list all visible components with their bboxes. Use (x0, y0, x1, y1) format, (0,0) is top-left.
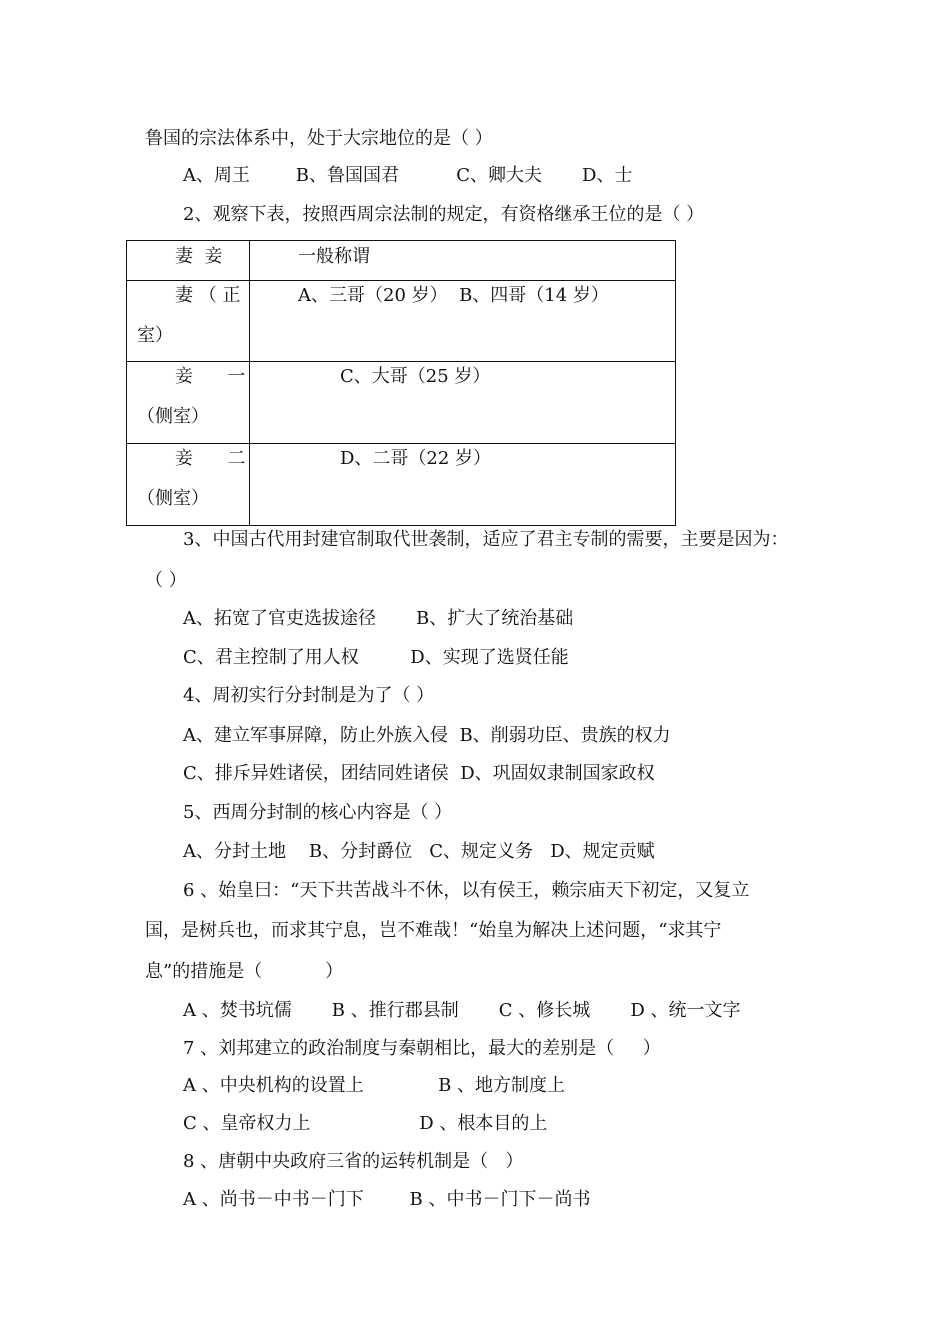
line-13: 6 、始皇曰：“天下共苦战斗不休，以有侯王，赖宗庙天下初定，又复立 (183, 880, 750, 901)
line-10: C、排斥异姓诸侯，团结同姓诸侯 D、巩固奴隶制国家政权 (183, 763, 655, 784)
line-14: 国，是树兵也，而求其宁息，岂不难哉！“始皇为解决上述问题，“求其宁 (145, 920, 722, 941)
line-1: 鲁国的宗法体系中，处于大宗地位的是（ ） (145, 128, 493, 149)
line-16: A 、焚书坑儒 B 、推行郡县制 C 、修长城 D 、统一文字 (183, 1000, 741, 1021)
line-18: A 、中央机构的设置上 B 、地方制度上 (183, 1075, 566, 1096)
table-header-cell: 一般称谓 (250, 241, 676, 281)
line-17: 7 、刘邦建立的政治制度与秦朝相比，最大的差别是（ ） (183, 1038, 661, 1059)
table-row-value: A、三哥（20 岁） B、四哥（14 岁） (250, 281, 676, 362)
table-row-value: D、二哥（22 岁） (250, 444, 676, 526)
line-7: C、君主控制了用人权 D、实现了选贤任能 (183, 647, 569, 668)
line-12: A、分封土地 B、分封爵位 C、规定义务 D、规定贡赋 (183, 841, 655, 862)
line-6: A、拓宽了官吏选拔途径 B、扩大了统治基础 (183, 608, 574, 629)
table-row-label: 妾 二 （侧室） (127, 444, 250, 526)
table-header-cell: 妻 妾 (127, 241, 250, 281)
line-15: 息”的措施是（ ） (145, 961, 344, 982)
table-row-label: 妾 一 （侧室） (127, 362, 250, 444)
line-3: 2、观察下表，按照西周宗法制的规定，有资格继承王位的是（ ） (183, 204, 705, 225)
line-5: （ ） (145, 570, 187, 591)
line-4: 3、中国古代用封建官制取代世袭制，适应了君主专制的需要，主要是因为： (183, 529, 789, 550)
line-9: A、建立军事屏障，防止外族入侵 B、削弱功臣、贵族的权力 (183, 725, 671, 746)
line-20: 8 、唐朝中央政府三省的运转机制是（ ） (183, 1151, 524, 1172)
line-19: C 、皇帝权力上 D 、根本目的上 (183, 1113, 548, 1134)
table-row-label: 妻 （ 正 室） (127, 281, 250, 362)
inheritance-table (126, 240, 676, 526)
line-8: 4、周初实行分封制是为了（ ） (183, 685, 435, 706)
table-row-value: C、大哥（25 岁） (250, 362, 676, 444)
line-11: 5、西周分封制的核心内容是（ ） (183, 802, 453, 823)
line-2: A、周王 B、鲁国国君 C、卿大夫 D、士 (183, 165, 633, 186)
line-21: A 、尚书－中书－门下 B 、中书－门下－尚书 (183, 1189, 591, 1210)
